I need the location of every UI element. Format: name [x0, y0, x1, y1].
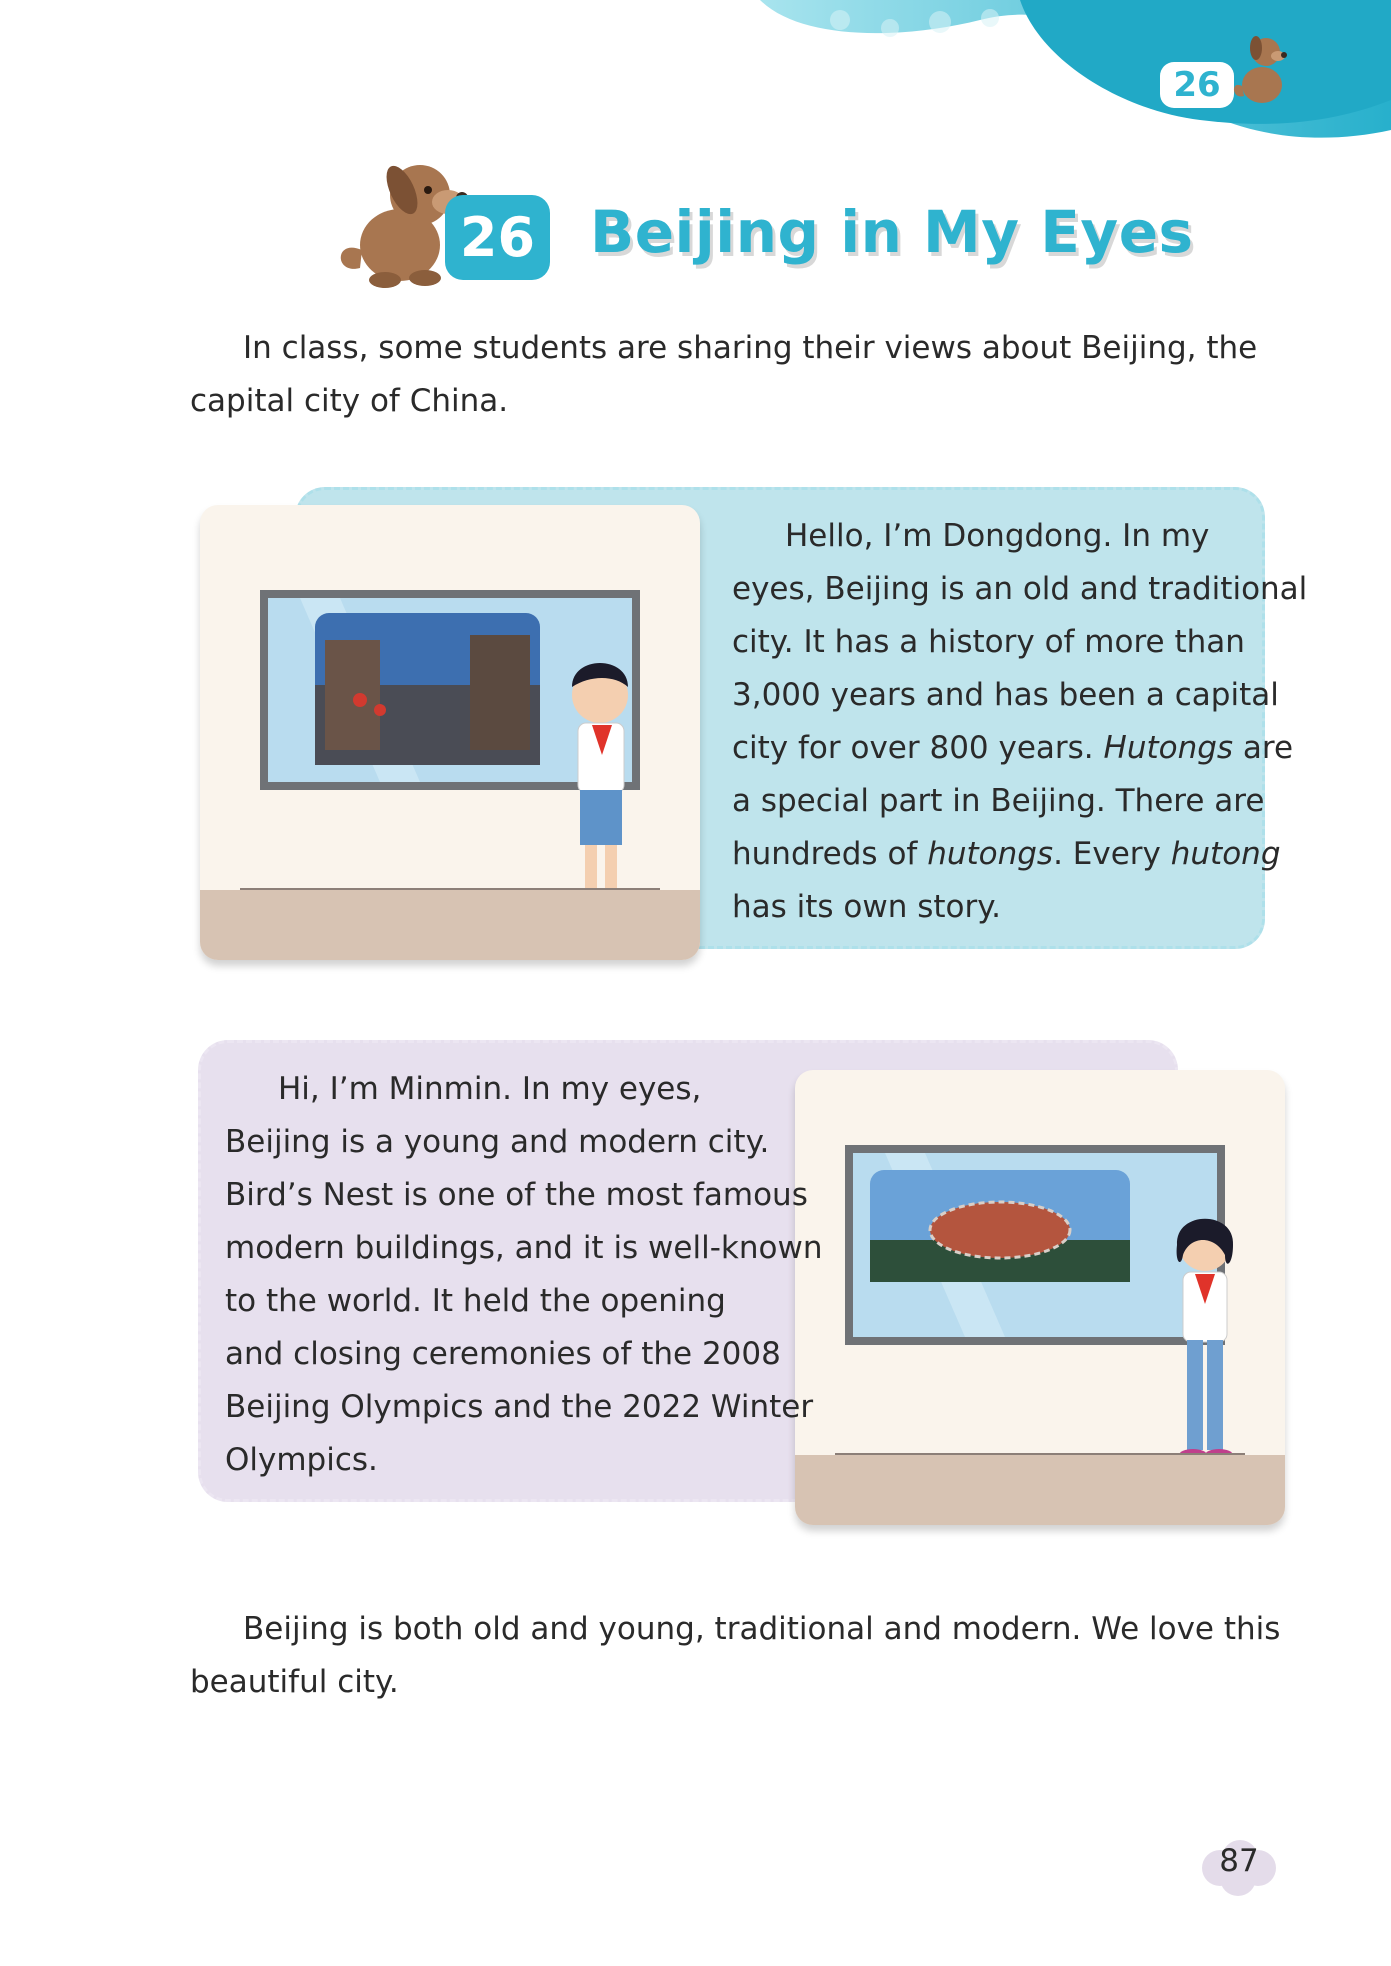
lesson-number-badge: 26 — [445, 195, 550, 280]
dongdong-line-2: eyes, Beijing is an old and traditional — [732, 571, 1308, 607]
dongdong-line-1: Hello, I’m Dongdong. In my — [785, 518, 1210, 554]
dongdong-line-5: city for over 800 years. Hutongs are — [732, 730, 1294, 766]
corner-lesson-badge: 26 — [1160, 62, 1234, 108]
dongdong-line-6: a special part in Beijing. There are — [732, 783, 1265, 819]
dongdong-illustration — [200, 505, 700, 960]
dongdong-line-8: has its own story. — [732, 889, 1002, 925]
dog-icon — [1226, 30, 1296, 110]
closing-line-2: beautiful city. — [190, 1664, 399, 1700]
closing-line-1: Beijing is both old and young, traditional and modern. We love this — [243, 1611, 1281, 1647]
intro-line-2: capital city of China. — [190, 383, 509, 419]
minmin-line-2: Beijing is a young and modern city. — [225, 1124, 770, 1160]
minmin-line-3: Bird’s Nest is one of the most famous — [225, 1177, 808, 1213]
dongdong-line-7: hundreds of hutongs. Every hutong — [732, 836, 1281, 872]
page-title: Beijing in My Eyes — [590, 198, 1194, 266]
minmin-line-1: Hi, I’m Minmin. In my eyes, — [278, 1071, 702, 1107]
minmin-line-4: modern buildings, and it is well-known — [225, 1230, 823, 1266]
minmin-line-6: and closing ceremonies of the 2008 — [225, 1336, 781, 1372]
minmin-illustration — [795, 1070, 1285, 1525]
dongdong-line-4: 3,000 years and has been a capital — [732, 677, 1279, 713]
minmin-line-7: Beijing Olympics and the 2022 Winter — [225, 1389, 814, 1425]
dongdong-line-3: city. It has a history of more than — [732, 624, 1245, 660]
minmin-line-5: to the world. It held the opening — [225, 1283, 726, 1319]
minmin-line-8: Olympics. — [225, 1442, 378, 1478]
page-number: 87 — [1219, 1843, 1259, 1879]
intro-line-1: In class, some students are sharing their views about Beijing, the — [243, 330, 1258, 366]
